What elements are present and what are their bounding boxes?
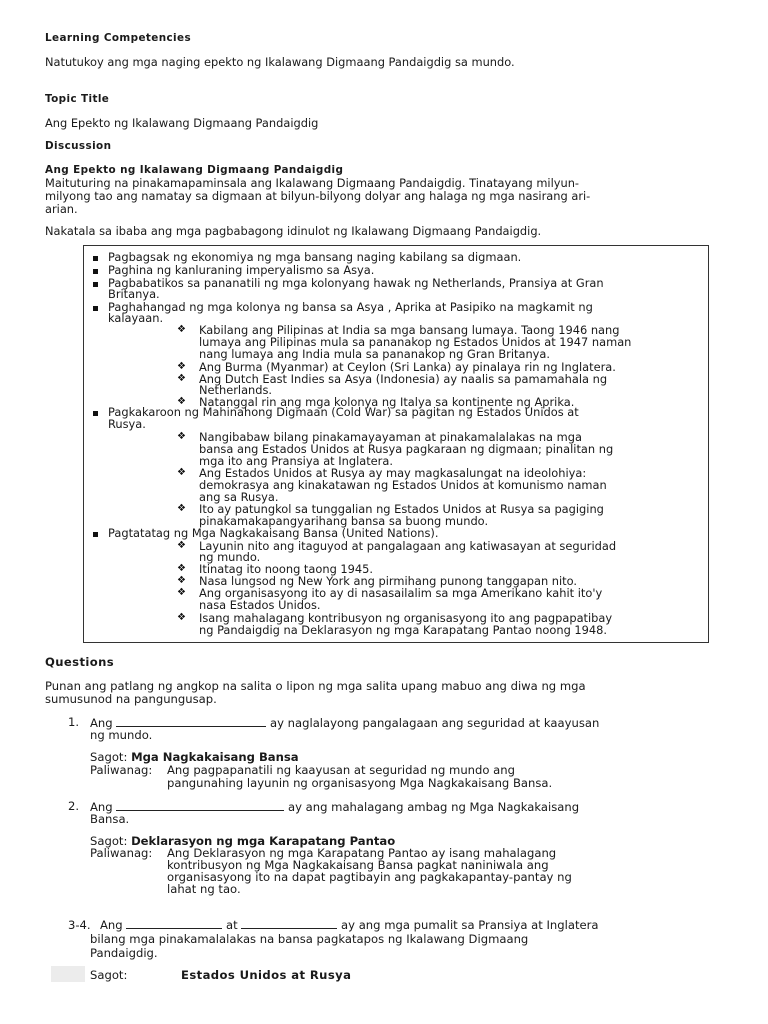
effect-subitem: mga ito ang Pransiya at Inglatera.: [199, 454, 393, 468]
answer-label: Sagot:: [90, 968, 128, 982]
question-text-post: ay naglalayong pangalagaan ang seguridad at kaayusan: [270, 716, 600, 730]
discussion-para-2: Nakatala sa ibaba ang mga pagbabagong idinulot ng Ikalawang Digmaang Pandaigdig.: [45, 224, 542, 238]
diamond-bullet-icon: ❖: [177, 373, 186, 384]
effect-subitem: pinakamakapangyarihang bansa sa buong mundo.: [199, 514, 489, 528]
question-3-text: [100, 918, 599, 932]
answer-blank[interactable]: [116, 800, 284, 811]
question-number: 1.: [68, 715, 80, 729]
effect-item: Pagtatatag ng Mga Nagkakaisang Bansa (United Nations).: [108, 526, 439, 540]
effect-subitem: Nangibabaw bilang pinakamayayaman at pinakamalalakas na mga: [199, 430, 582, 444]
discussion-para-line: milyong tao ang namatay sa digmaan at bilyun-bilyong dolyar ang halaga ng mga nasirang ari-: [45, 189, 591, 203]
effect-item: Paghina ng kanluraning imperyalismo sa Asya.: [108, 263, 375, 277]
questions-instructions: Punan ang patlang ng angkop na salita o lipon ng mga salita upang mabuo ang diwa ng mga: [45, 679, 586, 693]
question-number: 2.: [68, 799, 80, 813]
diamond-bullet-icon: ❖: [177, 612, 186, 623]
bullet-square-icon: [93, 269, 98, 274]
discussion-subheading: Ang Epekto ng Ikalawang Digmaang Pandaigdig: [45, 164, 344, 176]
effect-subitem: Ang organisasyong ito ay di nasasailalim sa mga Amerikano kahit ito'y: [199, 586, 603, 600]
effect-item: Pagbabatikos sa pananatili ng mga kolonyang hawak ng Netherlands, Pransiya at Gran: [108, 276, 604, 290]
question-2-text: [90, 800, 579, 814]
answer-value: Mga Nagkakaisang Bansa: [131, 750, 299, 764]
questions-instructions: sumusunod na pangungusap.: [45, 692, 217, 706]
answer-value: Deklarasyon ng mga Karapatang Pantao: [131, 834, 396, 848]
question-text-mid: at: [226, 918, 238, 932]
explanation-text: organisasyong ito na dapat pagtibayin ang pagkakapantay-pantay ng: [167, 870, 572, 884]
diamond-bullet-icon: ❖: [177, 503, 186, 514]
diamond-bullet-icon: ❖: [177, 587, 186, 598]
explanation-text: lahat ng tao.: [167, 882, 241, 896]
effect-subitem: nang lumaya ang India mula sa pananakop ng Gran Britanya.: [199, 347, 551, 361]
answer-blank[interactable]: [126, 918, 222, 929]
question-number: 3-4.: [68, 918, 91, 932]
learning-competencies-text: Natutukoy ang mga naging epekto ng Ikalawang Digmaang Pandaigdig sa mundo.: [45, 55, 515, 69]
effect-item: Pagkakaroon ng Mahinahong Digmaan (Cold War) sa pagitan ng Estados Unidos at: [108, 405, 579, 419]
diamond-bullet-icon: ❖: [177, 431, 186, 442]
question-text-cont: Pandaigdig.: [90, 946, 158, 960]
answer-blank[interactable]: [116, 716, 266, 727]
diamond-bullet-icon: ❖: [177, 467, 186, 478]
bullet-square-icon: [93, 306, 98, 311]
diamond-bullet-icon: ❖: [177, 540, 186, 551]
bullet-square-icon: [93, 532, 98, 537]
diamond-bullet-icon: ❖: [177, 396, 186, 407]
question-text-post: ay ang mga pumalit sa Pransiya at Inglatera: [341, 918, 599, 932]
question-text-pre: Ang: [90, 800, 113, 814]
explanation-text: pangunahing layunin ng organisasyong Mga Nagkakaisang Bansa.: [167, 776, 553, 790]
effect-subitem: Ito ay patungkol sa tunggalian ng Estados Unidos at Rusya sa pagiging: [199, 502, 604, 516]
bullet-square-icon: [93, 256, 98, 261]
bullet-square-icon: [93, 411, 98, 416]
discussion-heading: Discussion: [45, 140, 112, 152]
effect-subitem: Nasa lungsod ng New York ang pirmihang punong tanggapan nito.: [199, 574, 578, 588]
question-text-pre: Ang: [90, 716, 113, 730]
discussion-para-line: arian.: [45, 202, 78, 216]
diamond-bullet-icon: ❖: [177, 361, 186, 372]
question-1-text: [90, 716, 599, 730]
highlight-shade: [51, 966, 85, 982]
effect-subitem: ang sa Rusya.: [199, 490, 279, 504]
learning-competencies-heading: Learning Competencies: [45, 32, 192, 44]
question-text-cont: ng mundo.: [90, 728, 153, 742]
question-text-post: ay ang mahalagang ambag ng Mga Nagkakaisang: [288, 800, 580, 814]
explanation-text: Ang Deklarasyon ng mga Karapatang Pantao ay isang mahalagang: [167, 846, 557, 860]
explanation-label: Paliwanag:: [90, 846, 153, 860]
effect-subitem: demokrasya ang kinakatawan ng Estados Unidos at komunismo naman: [199, 478, 607, 492]
effect-subitem: Natanggal rin ang mga kolonya ng Italya sa kontinente ng Aprika.: [199, 395, 575, 409]
question-text-cont: Bansa.: [90, 812, 130, 826]
answer-label: Sagot:: [90, 750, 128, 764]
diamond-bullet-icon: ❖: [177, 324, 186, 335]
discussion-para-line: Maituturing na pinakamapaminsala ang Ikalawang Digmaang Pandaigdig. Tinatayang milyun-: [45, 176, 580, 190]
effect-item: Pagbagsak ng ekonomiya ng mga bansang naging kabilang sa digmaan.: [108, 250, 522, 264]
diamond-bullet-icon: ❖: [177, 563, 186, 574]
effect-subitem: Ang Burma (Myanmar) at Ceylon (Sri Lanka) ay pinalaya rin ng Inglatera.: [199, 360, 616, 374]
question-text-pre: Ang: [100, 918, 123, 932]
topic-title-text: Ang Epekto ng Ikalawang Digmaang Pandaigdig: [45, 116, 319, 130]
effect-item: Rusya.: [108, 417, 146, 431]
explanation-text: Ang pagpapanatili ng kaayusan at seguridad ng mundo ang: [167, 763, 515, 777]
effect-subitem: Ang Dutch East Indies sa Asya (Indonesia) ay naalis sa pamamahala ng: [199, 372, 608, 386]
effect-subitem: Netherlands.: [199, 383, 273, 397]
topic-title-heading: Topic Title: [45, 93, 110, 105]
effect-subitem: bansa ang Estados Unidos at Rusya pagkaraan ng digmaan; pinalitan ng: [199, 442, 614, 456]
effect-subitem: Kabilang ang Pilipinas at India sa mga bansang lumaya. Taong 1946 nang: [199, 323, 620, 337]
answer-blank[interactable]: [241, 918, 337, 929]
explanation-text: kontribusyon ng Mga Nagkakaisang Bansa pagkat naniniwala ang: [167, 858, 549, 872]
bullet-square-icon: [93, 282, 98, 287]
diamond-bullet-icon: ❖: [177, 575, 186, 586]
explanation-label: Paliwanag:: [90, 763, 153, 777]
effect-subitem: ng mundo.: [199, 550, 261, 564]
effect-item: kalayaan.: [108, 311, 164, 325]
effect-subitem: Isang mahalagang kontribusyon ng organisasyong ito ang pagpapatibay: [199, 611, 613, 625]
effect-subitem: Layunin nito ang itaguyod at pangalagaan ang katiwasayan at seguridad: [199, 539, 617, 553]
answer-value: Estados Unidos at Rusya: [181, 968, 352, 982]
effect-subitem: ng Pandaigdig na Deklarasyon ng mga Karapatang Pantao noong 1948.: [199, 623, 608, 637]
effect-subitem: Ang Estados Unidos at Rusya ay may magkasalungat na ideolohiya:: [199, 466, 587, 480]
effect-item: Paghahangad ng mga kolonya ng bansa sa Asya , Aprika at Pasipiko na magkamit ng: [108, 300, 593, 314]
effect-subitem: lumaya ang Pilipinas mula sa pananakop ng Estados Unidos at 1947 naman: [199, 335, 632, 349]
questions-heading: Questions: [45, 655, 115, 669]
effect-subitem: Itinatag ito noong taong 1945.: [199, 562, 374, 576]
effect-item: Britanya.: [108, 287, 160, 301]
effect-subitem: nasa Estados Unidos.: [199, 598, 321, 612]
question-text-cont: bilang mga pinakamalalakas na bansa pagkatapos ng Ikalawang Digmaang: [90, 932, 529, 946]
answer-label: Sagot:: [90, 834, 128, 848]
